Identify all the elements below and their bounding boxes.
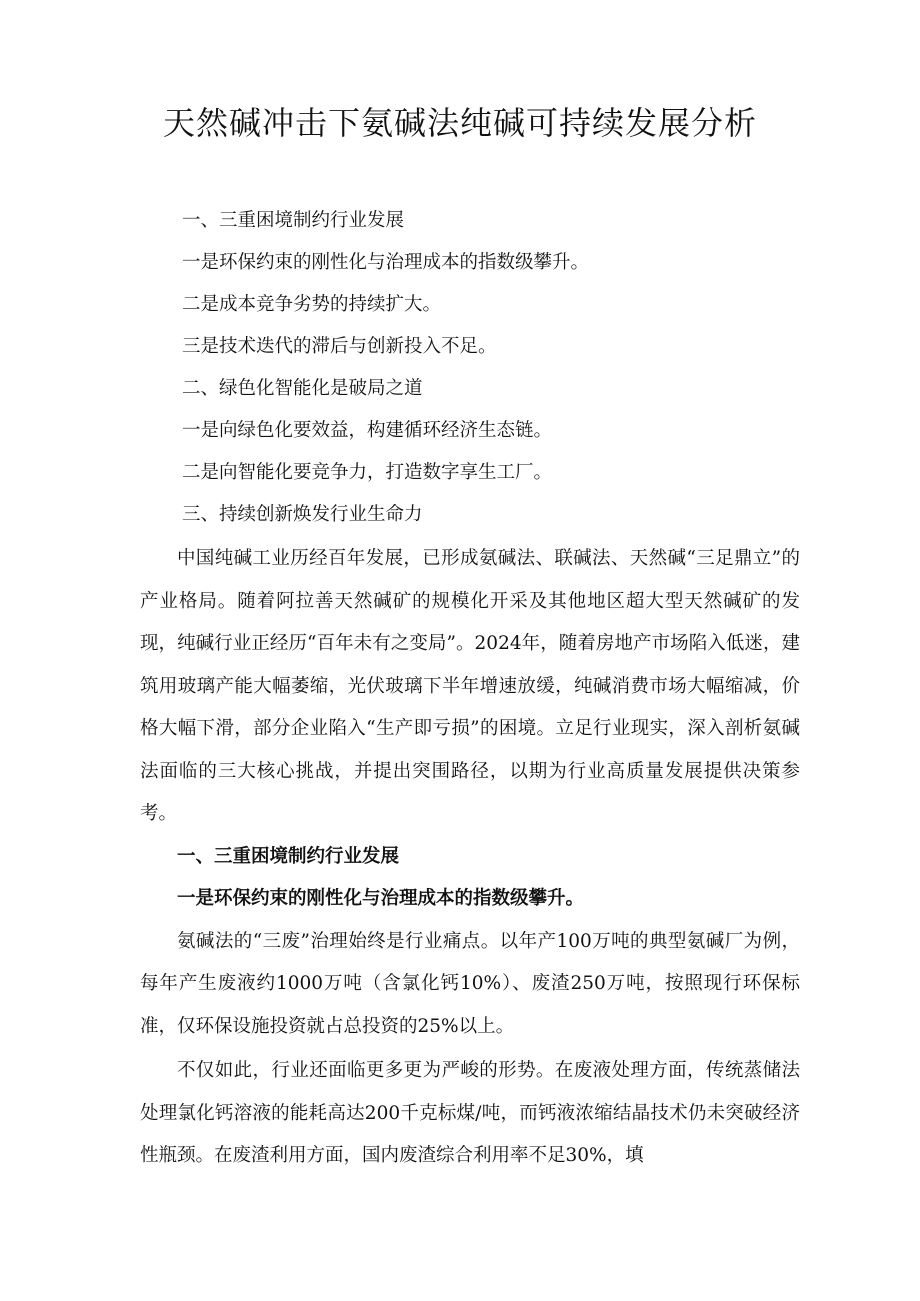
document-body	[140, 538, 800, 1178]
toc-item: 二、绿色化智能化是破局之道	[182, 378, 423, 399]
body-paragraph: 氨碱法的“三废”治理始终是行业痛点。以年产100万吨的典型氨碱厂为例，每年产生废液约1000万吨（含氯化钙10%）、废渣250万吨，按照现行环保标准，仅环保设施投资就占总投资的25%以上。	[140, 930, 800, 1037]
intro-paragraph: 中国纯碱工业历经百年发展，已形成氨碱法、联碱法、天然碱“三足鼎立”的产业格局。随着阿拉善天然碱矿的规模化开采及其他地区超大型天然碱矿的发现，纯碱行业正经历“百年未有之变局”。2024年，随着房地产市场陷入低迷，建筑用玻璃产能大幅萎缩，光伏玻璃下半年增速放缓，纯碱消费市场大幅缩减，价格大幅下滑，部分企业陷入“生产即亏损”的困境。立足行业现实，深入剖析氨碱法面临的三大核心挑战，并提出突围路径，以期为行业高质量发展提供决策参考。	[140, 548, 800, 824]
subsection-heading: 一是环保约束的刚性化与治理成本的指数级攀升。	[177, 888, 585, 909]
document-title: 天然碱冲击下氨碱法纯碱可持续发展分析	[162, 104, 757, 142]
section-heading: 一、三重困境制约行业发展	[177, 845, 400, 867]
toc-item: 三、持续创新焕发行业生命力	[182, 504, 423, 525]
toc-item: 一是环保约束的刚性化与治理成本的指数级攀升。	[182, 252, 590, 273]
toc-item: 二是成本竞争劣势的持续扩大。	[182, 294, 442, 315]
toc-item: 一是向绿色化要效益，构建循环经济生态链。	[182, 420, 553, 441]
toc-item: 二是向智能化要竞争力，打造数字享生工厂。	[182, 462, 553, 483]
body-paragraph: 不仅如此，行业还面临更多更为严峻的形势。在废液处理方面，传统蒸储法处理氯化钙溶液的能耗高达200千克标煤/吨，而钙液浓缩结晶技术仍未突破经济性瓶颈。在废渣利用方面，国内废渣综合利用率不足30%，填	[140, 1060, 800, 1166]
table-of-contents	[140, 200, 800, 536]
toc-item: 一、三重困境制约行业发展	[182, 210, 405, 231]
toc-item: 三是技术迭代的滞后与创新投入不足。	[182, 336, 497, 357]
